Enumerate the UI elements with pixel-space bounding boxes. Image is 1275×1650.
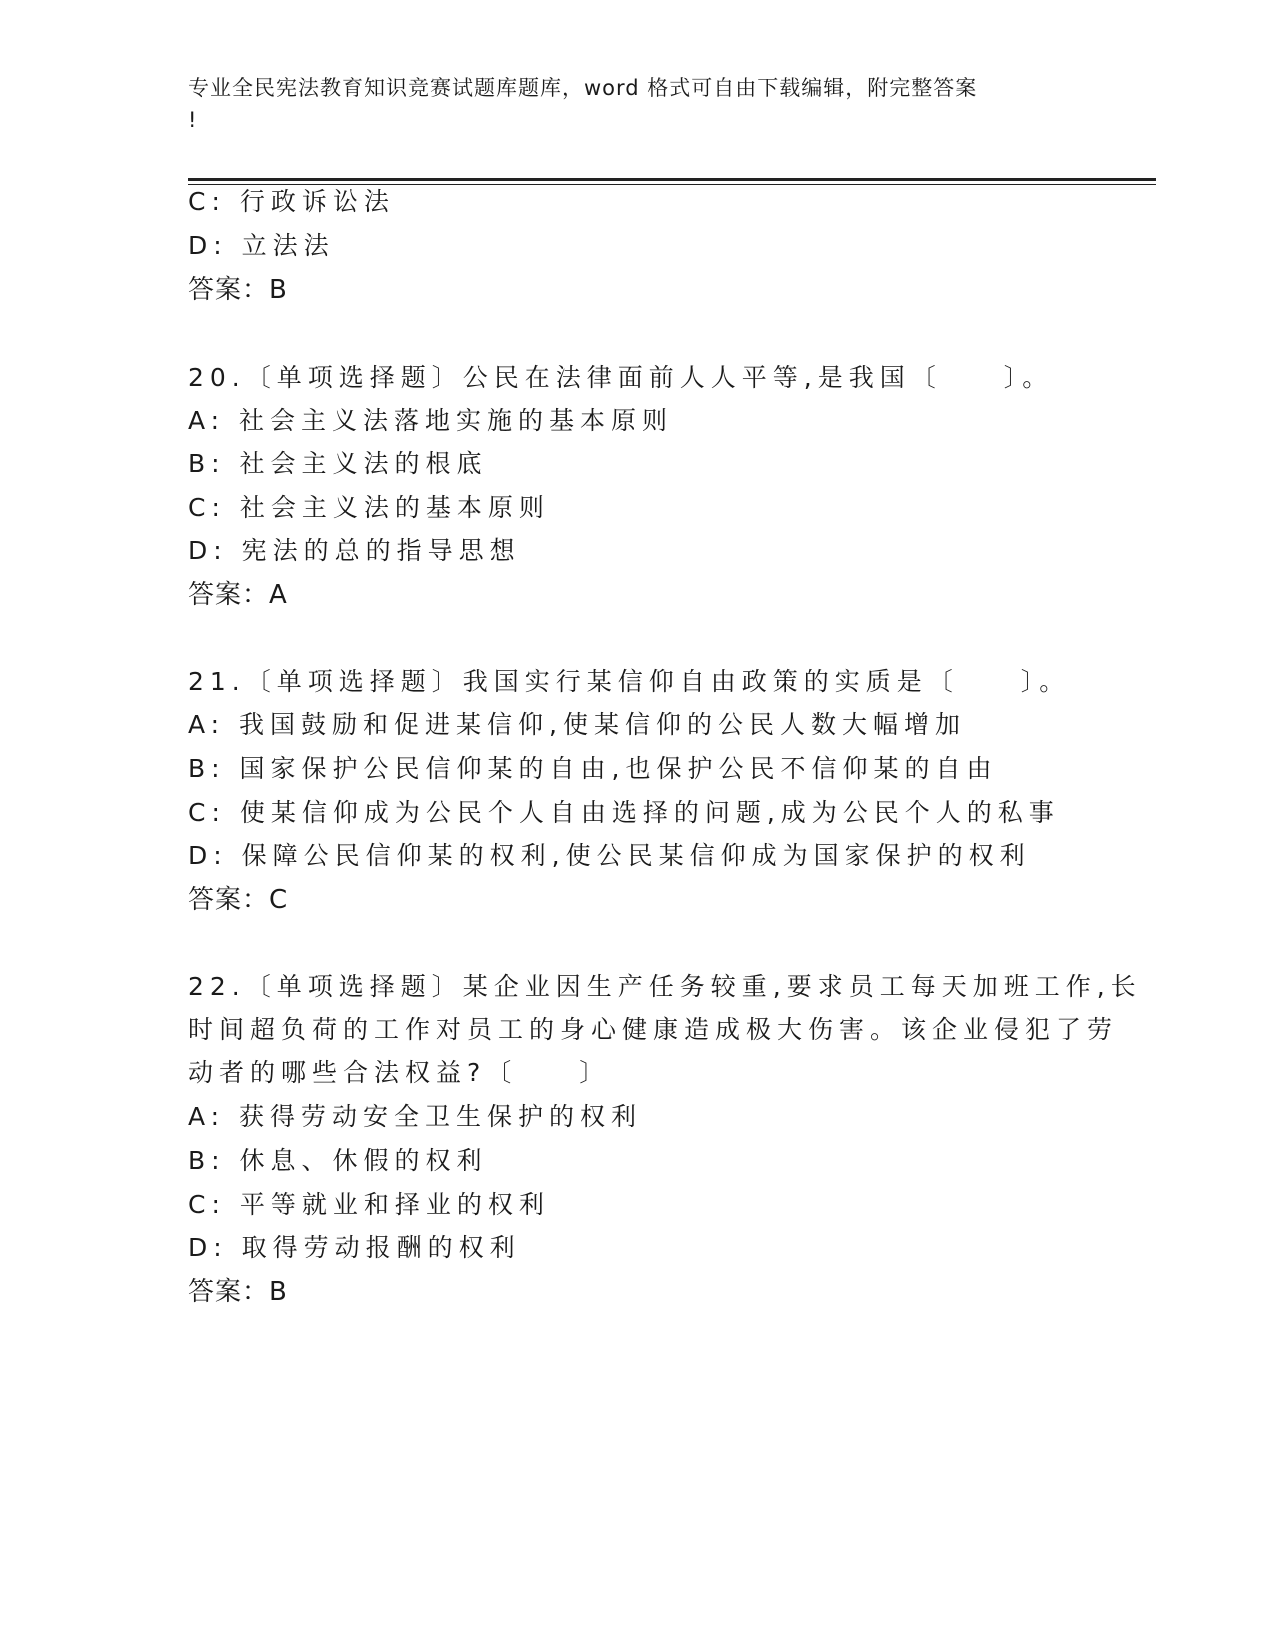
question-21-stem: 21.〔单项选择题〕我国实行某信仰自由政策的实质是〔 〕。 [188, 667, 1071, 696]
question-22-option-a: A: 获得劳动安全卫生保护的权利 [188, 1102, 643, 1131]
question-22-stem-line-1: 22.〔单项选择题〕某企业因生产任务较重,要求员工每天加班工作,长 [188, 972, 1142, 1001]
question-22-stem-line-3: 动者的哪些合法权益?〔 〕 [188, 1058, 611, 1087]
question-20-option-b: B: 社会主义法的根底 [188, 449, 488, 478]
question-20-option-a: A: 社会主义法落地实施的基本原则 [188, 406, 674, 435]
question-20-answer: 答案：A [188, 580, 288, 610]
question-20-stem: 20.〔单项选择题〕公民在法律面前人人平等,是我国〔 〕。 [188, 363, 1054, 392]
question-22-option-d: D: 取得劳动报酬的权利 [188, 1233, 521, 1262]
prev-option-d: D: 立法法 [188, 231, 335, 260]
header-title: 专业全民宪法教育知识竞赛试题库题库，word 格式可自由下载编辑，附完整答案 [188, 76, 978, 100]
question-22-stem-line-2: 时间超负荷的工作对员工的身心健康造成极大伤害。该企业侵犯了劳 [188, 1015, 1119, 1044]
question-21-option-a: A: 我国鼓励和促进某信仰,使某信仰的公民人数大幅增加 [188, 710, 966, 739]
header-divider-thick [188, 178, 1156, 181]
question-22-answer: 答案：B [188, 1277, 288, 1307]
question-21-answer: 答案：C [188, 885, 289, 915]
header-title-continuation: ! [188, 108, 198, 132]
prev-answer: 答案：B [188, 275, 288, 305]
question-20-option-c: C: 社会主义法的基本原则 [188, 493, 550, 522]
question-22-option-c: C: 平等就业和择业的权利 [188, 1190, 550, 1219]
question-20-option-d: D: 宪法的总的指导思想 [188, 536, 521, 565]
prev-option-c: C: 行政诉讼法 [188, 187, 395, 216]
question-22-option-b: B: 休息、休假的权利 [188, 1146, 488, 1175]
question-21-option-c: C: 使某信仰成为公民个人自由选择的问题,成为公民个人的私事 [188, 798, 1060, 827]
question-21-option-d: D: 保障公民信仰某的权利,使公民某信仰成为国家保护的权利 [188, 841, 1031, 870]
page-header [188, 72, 1068, 136]
header-divider-thin [188, 184, 1156, 185]
question-21-option-b: B: 国家保护公民信仰某的自由,也保护公民不信仰某的自由 [188, 754, 998, 783]
